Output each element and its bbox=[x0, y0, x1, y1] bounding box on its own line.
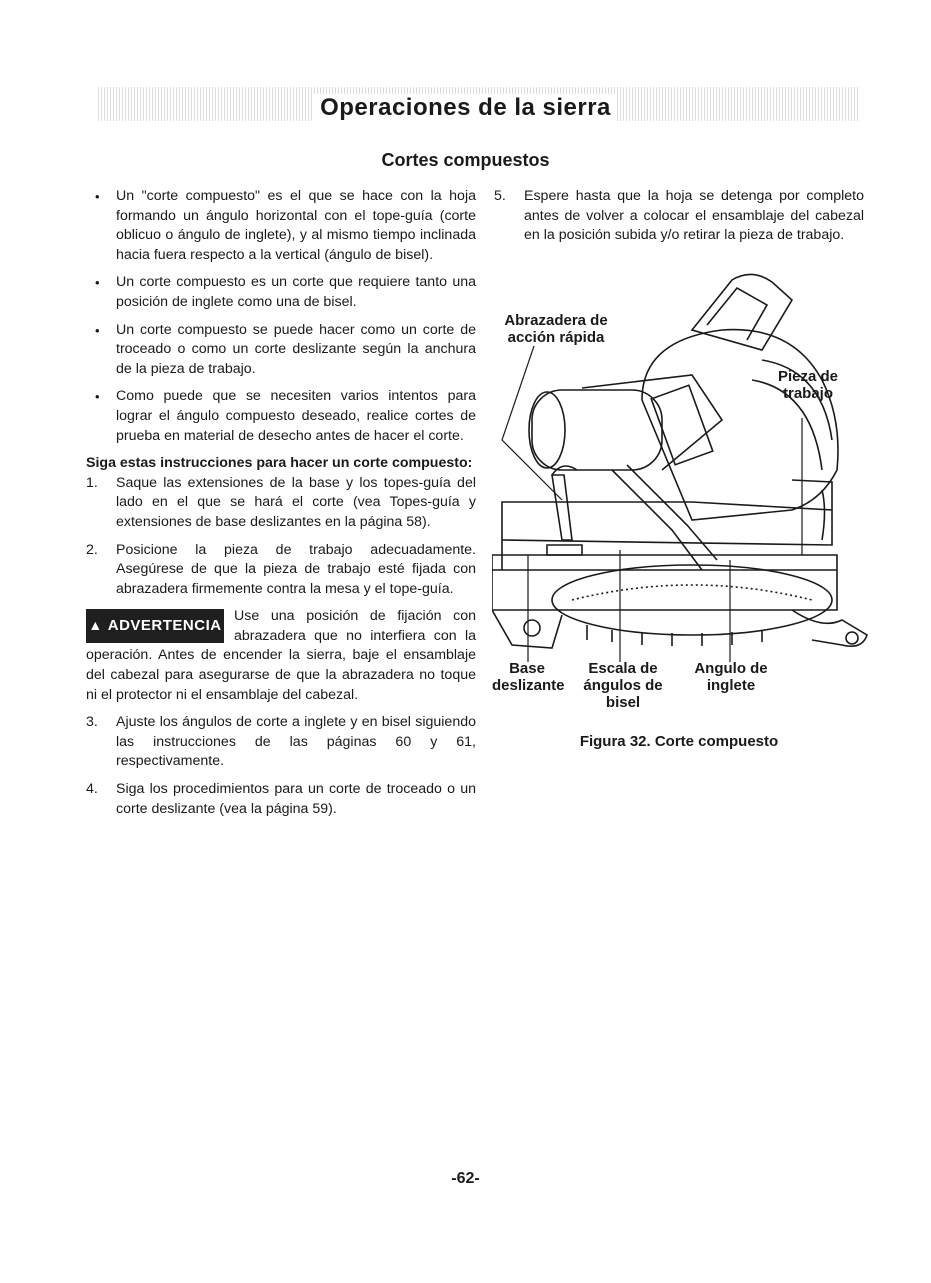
step-item bbox=[86, 780, 476, 819]
step-text: Posicione la pieza de trabajo adecuadamente. Asegúrese de que la pieza de trabajo esté fijada con abrazadera firmemente contra la mesa y el tope-guía. bbox=[116, 541, 476, 597]
step-item bbox=[86, 474, 476, 533]
section-title: Cortes compuestos bbox=[381, 150, 550, 170]
bullet-list bbox=[86, 187, 476, 446]
step-text: Ajuste los ángulos de corte a inglete y en bisel siguiendo las instrucciones de las páginas 60 y 61, respectivamente. bbox=[116, 714, 476, 770]
figure-caption: Figura 32. Corte compuesto bbox=[579, 733, 779, 750]
step-number: 1. bbox=[86, 474, 98, 491]
list-item: • Un corte compuesto se puede hacer como un corte de troceado o como un corte deslizante según la anchura de la pieza de trabajo. bbox=[86, 321, 476, 380]
step-text: Saque las extensiones de la base y los topes-guía del lado en el que se hará el corte (vea Topes-guía y extensiones de base deslizantes en la página 58). bbox=[116, 474, 476, 530]
steps-list bbox=[86, 474, 476, 600]
step-number: 5. bbox=[494, 188, 506, 204]
step-text: Espere hasta que la hoja se detenga por completo antes de volver a colocar el ensamblaje del cabezal en la posición subida y/o retirar la pieza de trabajo. bbox=[524, 188, 864, 244]
page-title: Operaciones de la sierra bbox=[0, 94, 931, 122]
steps-list-continued bbox=[86, 713, 476, 819]
list-item: • Como puede que se necesiten varios intentos para lograr el ángulo compuesto deseado, realice cortes de prueba en material de desecho antes de hacer el corte. bbox=[86, 387, 476, 446]
left-column bbox=[86, 187, 476, 827]
steps-list-right bbox=[494, 187, 864, 246]
page-number: -62- bbox=[451, 1170, 480, 1187]
warning-label: ADVERTENCIA bbox=[107, 617, 222, 635]
instructions-heading: Siga estas instrucciones para hacer un corte compuesto: bbox=[86, 455, 473, 472]
warning-text: Use una posición de fijación con abrazadera que no interfiera con la operación. Antes de encender la sierra, baje el ensamblaje del cabezal para asegurarse de que la abrazadera no toque ni el protector ni el ensamblaje del cabezal. bbox=[86, 608, 476, 703]
step-item bbox=[494, 187, 864, 246]
compound-cut-figure bbox=[492, 270, 868, 711]
step-number: 4. bbox=[86, 781, 98, 798]
label-workpiece: Pieza de trabajo bbox=[777, 368, 839, 402]
label-clamp: Abrazadera de acción rápida bbox=[504, 312, 608, 346]
label-slide-base: Base deslizante bbox=[492, 660, 565, 694]
label-miter-angle: Angulo de inglete bbox=[694, 660, 768, 694]
step-text: Siga los procedimientos para un corte de troceado o un corte deslizante (vea la página 59). bbox=[116, 781, 476, 817]
warning-badge bbox=[86, 609, 224, 643]
label-bevel-scale: Escala de ángulos de bisel bbox=[583, 660, 663, 711]
right-column bbox=[494, 187, 864, 254]
step-number: 3. bbox=[86, 714, 98, 731]
step-item bbox=[86, 713, 476, 772]
warning-block bbox=[86, 607, 476, 705]
list-item: • Un "corte compuesto" es el que se hace con la hoja formando un ángulo horizontal con el tope-guía (corte oblicuo o ángulo de inglete), y al mismo tiempo inclinada hacia fuera respecto a la vertical (ángulo de bisel). bbox=[86, 187, 476, 265]
step-item bbox=[86, 541, 476, 600]
warning-triangle-icon: ▲ bbox=[88, 617, 103, 634]
list-item: • Un corte compuesto es un corte que requiere tanto una posición de inglete como una de bisel. bbox=[86, 273, 476, 312]
step-number: 2. bbox=[86, 541, 98, 558]
